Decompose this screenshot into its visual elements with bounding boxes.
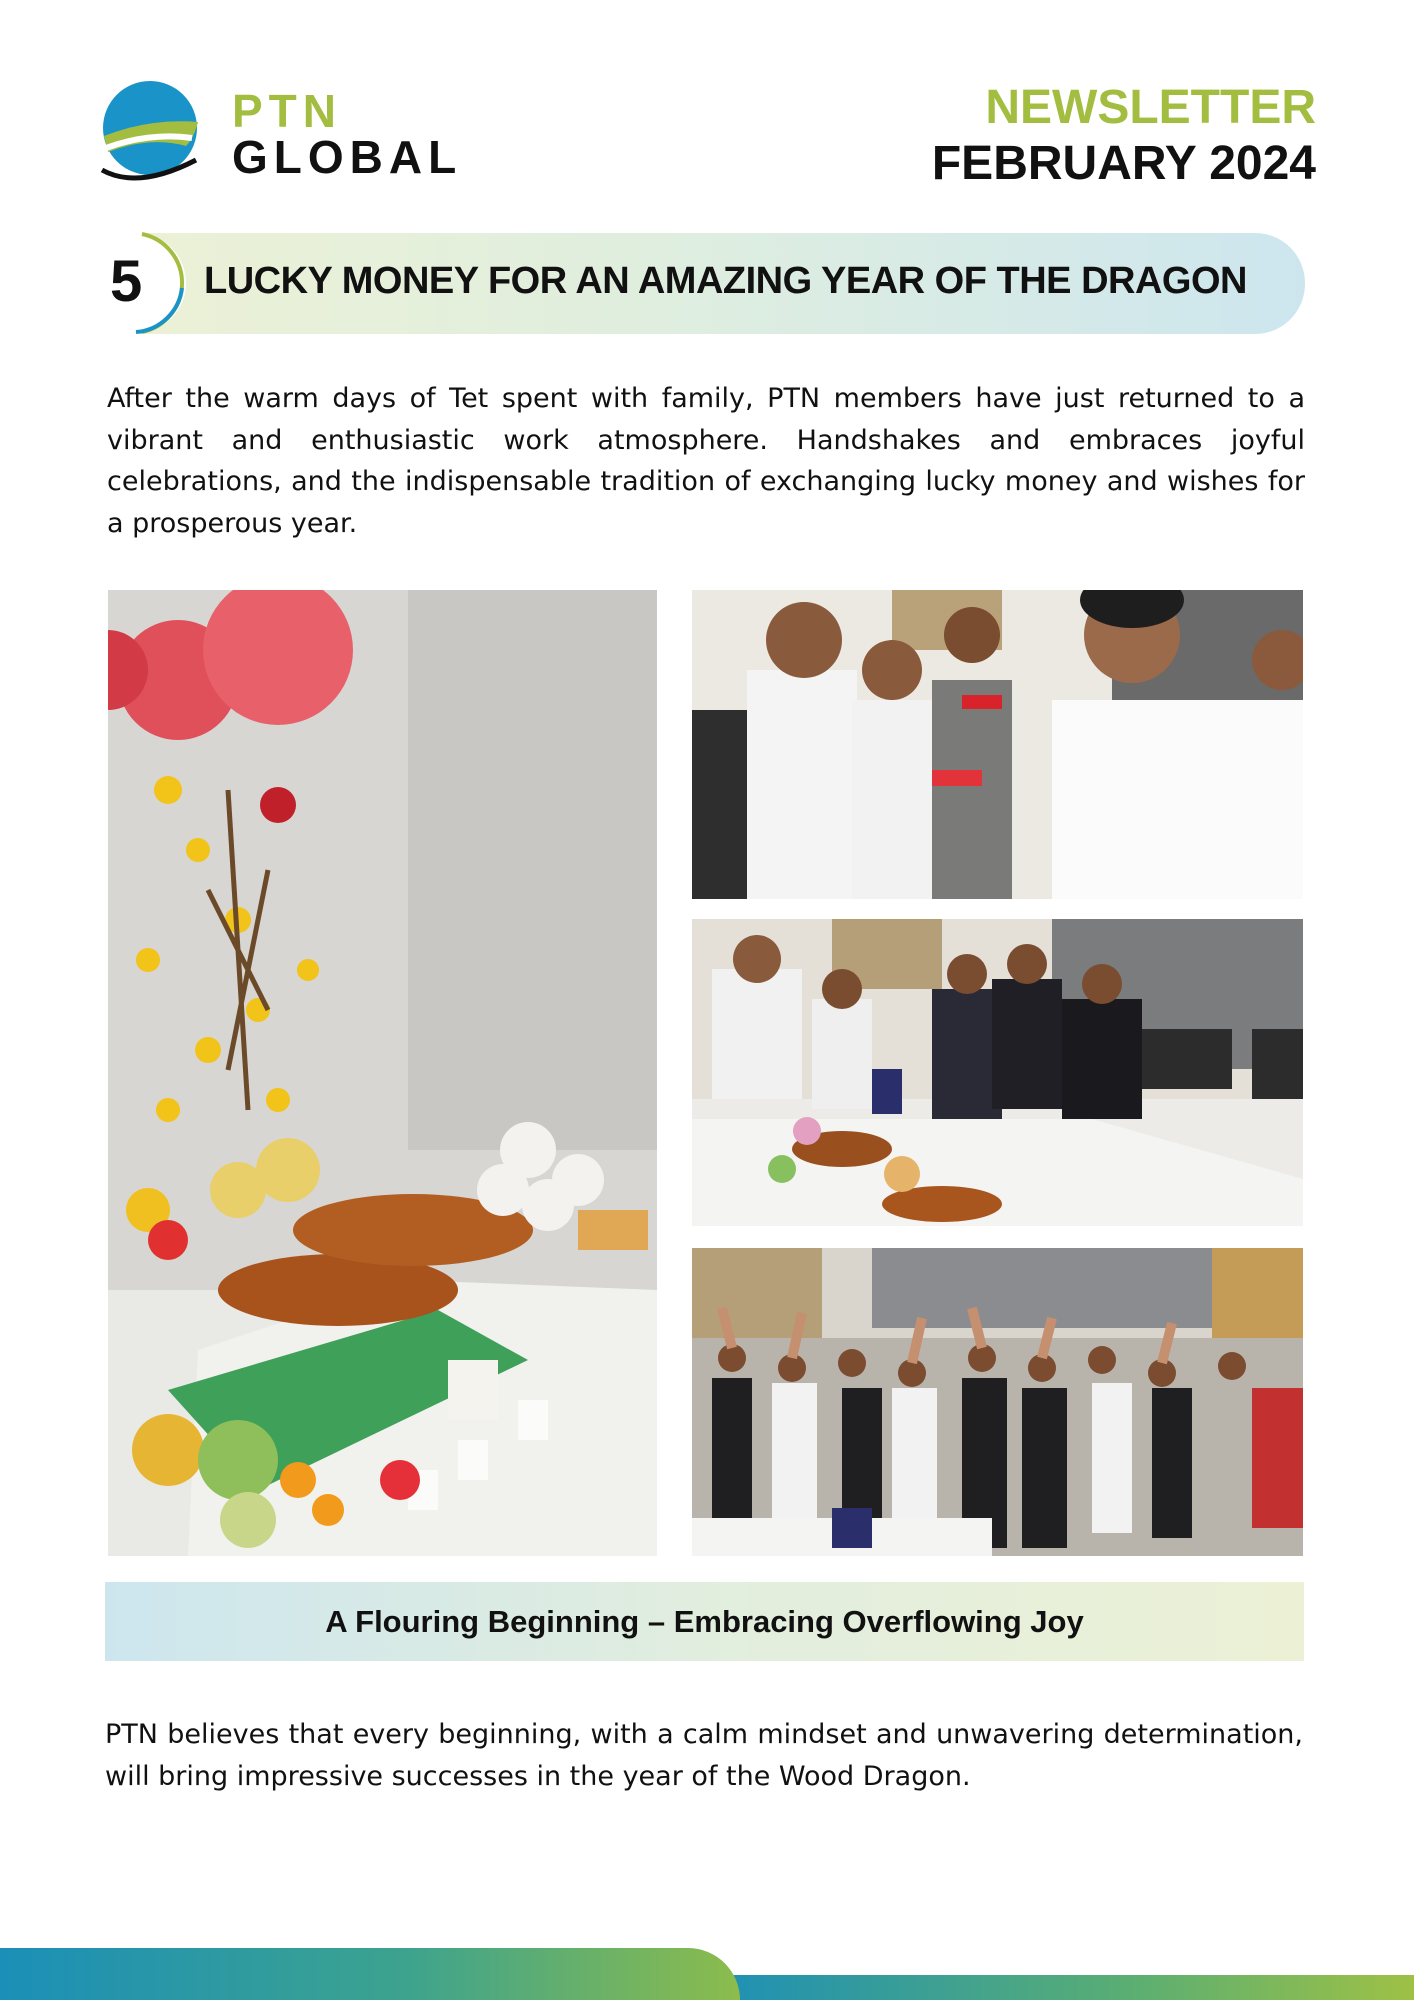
closing-paragraph: PTN believes that every beginning, with a calm mindset and unwavering determination, will bring impressive successes in the year of the Wood Dragon. [105, 1719, 1303, 1792]
issue-date: FEBRUARY 2024 [931, 137, 1316, 190]
photo-office-gathering-table [692, 919, 1303, 1226]
intro-paragraph: After the warm days of Tet spent with family, PTN members have just returned to a vibrant and enthusiastic work atmosphere. Handshakes and embraces joyful celebrations, and the indispensable tradition of exchanging lucky money and wishes for a prosperous year. [107, 383, 1305, 539]
photo-lucky-money-exchange [692, 590, 1303, 899]
photo-altar-offerings [108, 590, 657, 1556]
photo-caption: A Flouring Beginning – Embracing Overflowing Joy [325, 1603, 1084, 1639]
brand-name-top: PTN [232, 85, 342, 137]
brand-name-bottom: GLOBAL [232, 131, 463, 183]
section-number: 5 [110, 249, 143, 314]
footer-stripe-right [700, 1975, 1414, 2000]
footer-stripe-left [0, 1948, 740, 2000]
company-logo-icon [98, 78, 202, 190]
newsletter-label: NEWSLETTER [985, 81, 1316, 134]
section-title: LUCKY MONEY FOR AN AMAZING YEAR OF THE DRAGON [204, 260, 1247, 302]
photo-office-cheer [692, 1248, 1303, 1556]
